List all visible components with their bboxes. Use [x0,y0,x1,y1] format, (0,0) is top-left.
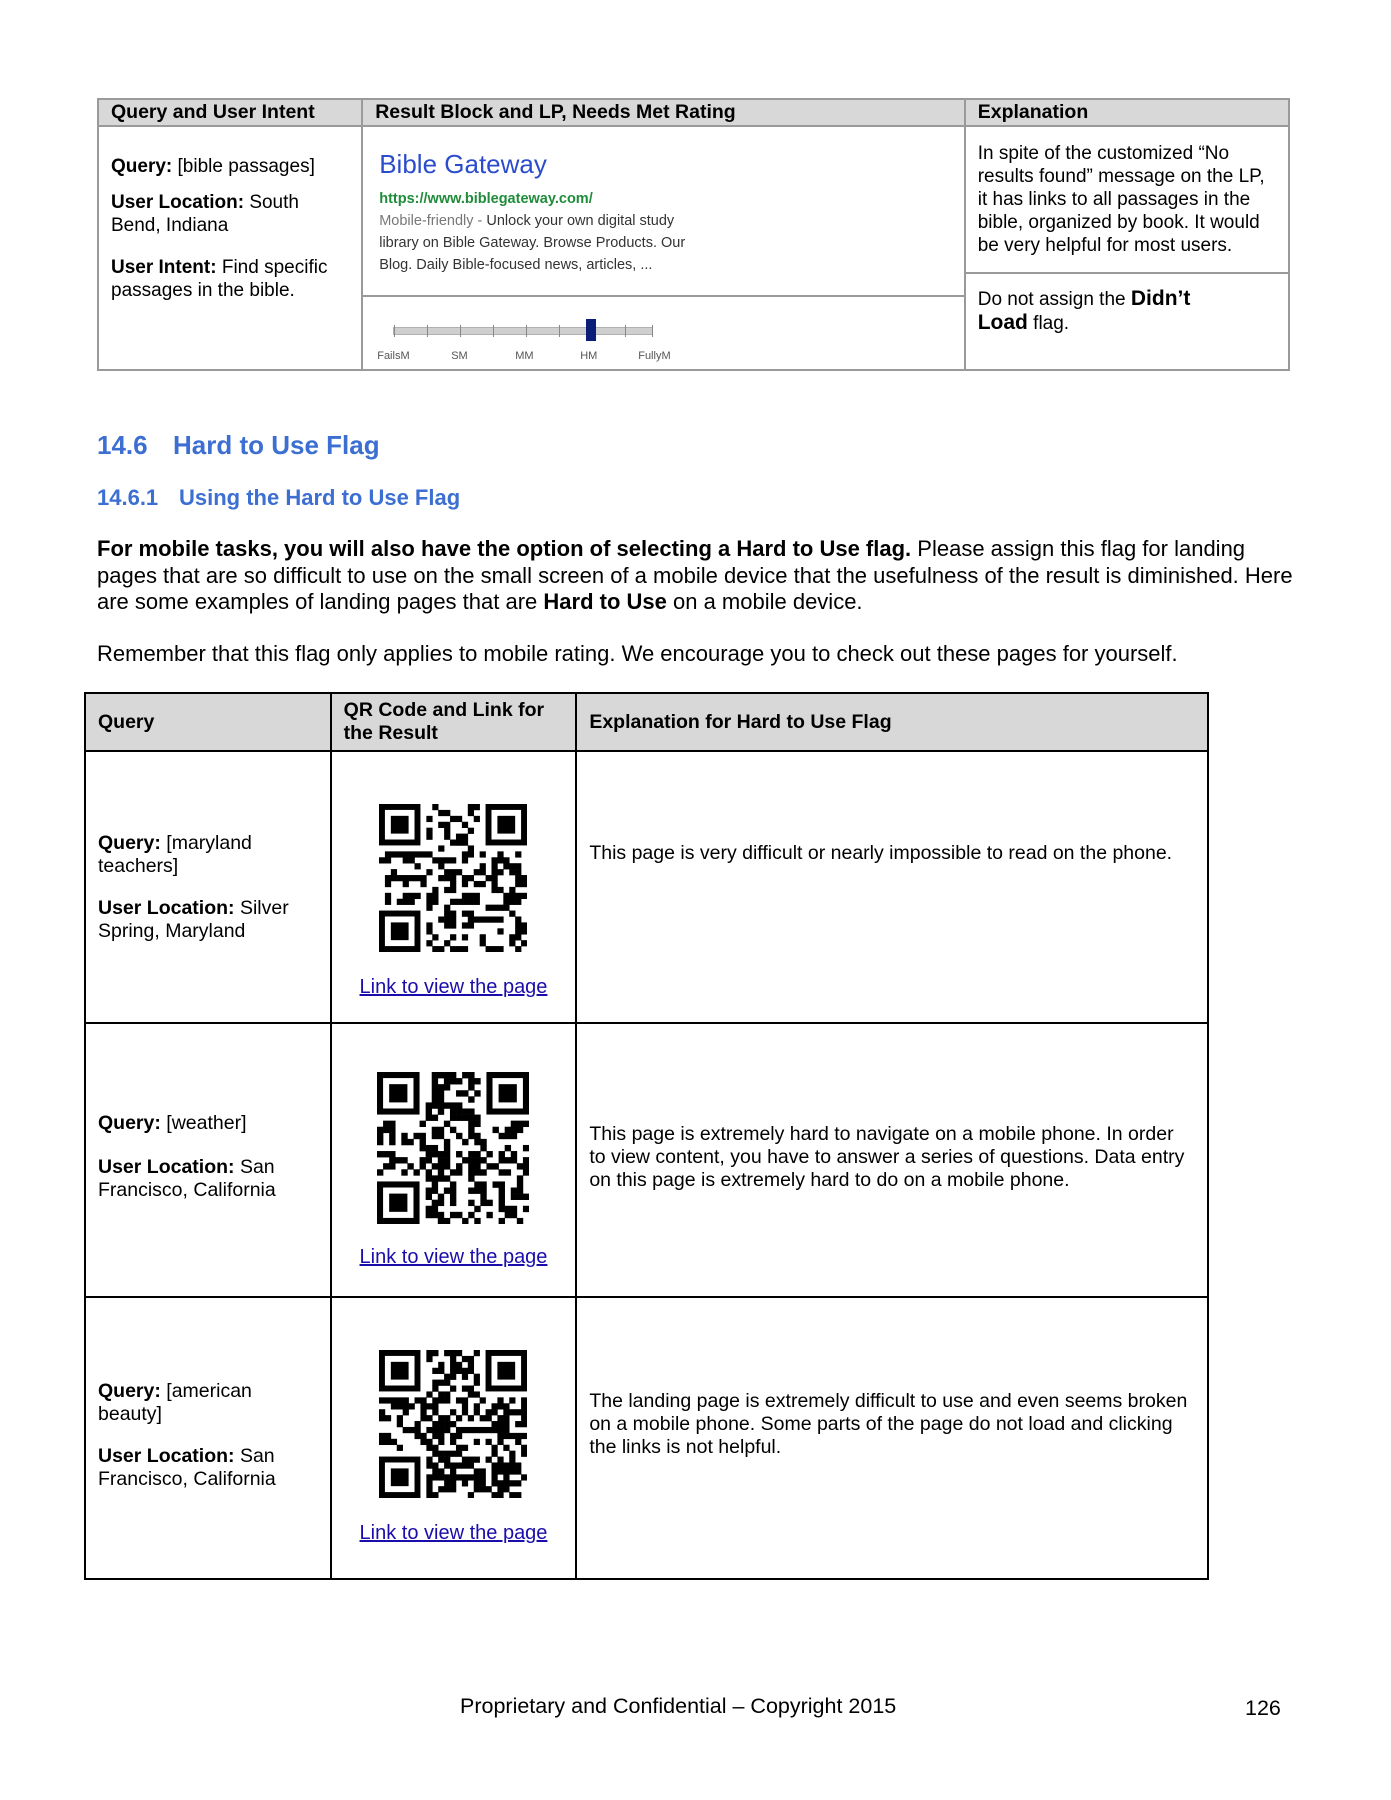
header-explanation: Explanation [965,99,1289,126]
slider-tick [394,325,395,337]
location-value: South Bend, Indiana [111,192,299,236]
query-value: [maryland teachers] [98,832,252,877]
slider-track [393,327,653,335]
slider-tick [625,325,626,337]
intro-paragraph: For mobile tasks, you will also have the option of selecting a Hard to Use flag. Please assign this flag for landing pages that are so difficult to use on the small screen of a mobile device that the usefulness of the result is diminished. Here are some examples of landing pages that are Hard to Use on a mobile device. [97,536,1293,614]
slider-tick [493,325,494,337]
header-query-intent: Query and User Intent [98,99,362,126]
table-row [85,1297,1208,1579]
slider-label-mm: MM [515,350,534,362]
view-page-link[interactable]: Link to view the page [359,1522,548,1544]
result-snippet: Mobile-friendly - Unlock your own digital study library on Bible Gateway. Browse Products. Our Blog. Daily Bible-focused news, articles, ... [379,213,686,273]
query-cell: Query: [maryland teachers] User Location: Silver Spring, Maryland [85,751,331,1023]
explanation-cell [576,1023,1208,1297]
explanation-cell [576,1297,1208,1579]
query-value: [weather] [166,1112,247,1134]
slider-tick [427,325,428,337]
qr-cell [331,1023,577,1297]
qr-code [379,1350,527,1498]
result-block-cell [362,126,965,370]
query-cell: Query: [weather] User Location: San Francisco, California [85,1023,331,1297]
query-value: [american beauty] [98,1380,252,1425]
user-intent-line: User Intent: Find specific passages in the bible. [111,257,328,301]
search-result-block [363,127,964,297]
flag-note: Do not assign the Didn’t Load flag. [977,287,1191,334]
hard-to-use-examples-table [84,692,1209,1580]
header-qr-link: QR Code and Link for the Result [331,693,577,751]
result-url: https://www.biblegateway.com/ [379,191,593,207]
explanation-text: In spite of the customized “No results found” message on the LP, it has links to all passages in the bible, organized by book. It would be very helpful for most users. [977,143,1265,256]
location-value: San Francisco, California [98,1156,276,1201]
table-row [98,126,1289,370]
location-value: Silver Spring, Maryland [98,897,289,942]
header-result-block: Result Block and LP, Needs Met Rating [362,99,965,126]
view-page-link[interactable]: Link to view the page [359,1246,548,1268]
table-header-row [85,693,1208,751]
slider-tick [559,325,560,337]
explanation-text: This page is extremely hard to navigate on a mobile phone. In order to view content, you have to answer a series of questions. Data entry on this page is extremely hard to do on a mobile phone. [589,1123,1185,1191]
intent-value: Find specific passages in the bible. [111,257,328,301]
explanation-text: The landing page is extremely difficult to use and even seems broken on a mobile phone. Some parts of the page do not load and clicking the links is not helpful. [589,1390,1188,1458]
slider-label-sm: SM [451,350,468,362]
query-cell: Query: [american beauty] User Location: San Francisco, California [85,1297,331,1579]
example-rating-table [97,98,1290,371]
slider-label-fullym: FullyM [638,350,671,362]
table-header-row [98,99,1289,126]
query-intent-cell [98,126,362,370]
slider-tick [652,325,653,337]
result-title[interactable]: Bible Gateway [379,149,547,179]
section-heading: 14.6 Hard to Use Flag [97,430,380,460]
qr-code [377,1072,529,1224]
slider-label-hm: HM [580,350,598,362]
footer-copyright: Proprietary and Confidential – Copyright 2015 [460,1694,897,1718]
query-line: Query: [bible passages] [111,156,315,177]
header-query: Query [85,693,331,751]
user-location-line: User Location: South Bend, Indiana [111,192,299,236]
query-value: [bible passages] [177,156,315,177]
qr-cell [331,1297,577,1579]
slider-tick [460,325,461,337]
explanation-cell [576,751,1208,1023]
header-flag-explanation: Explanation for Hard to Use Flag [576,693,1208,751]
qr-cell [331,751,577,1023]
reminder-paragraph: Remember that this flag only applies to mobile rating. We encourage you to check out these pages for yourself. [97,641,1178,666]
subsection-heading: 14.6.1 Using the Hard to Use Flag [97,485,461,510]
explanation-cell [965,126,1289,370]
slider-label-failsm: FailsM [377,350,410,362]
slider-thumb [586,319,596,341]
slider-tick [526,325,527,337]
explanation-text: This page is very difficult or nearly impossible to read on the phone. [589,842,1173,864]
table-row [85,751,1208,1023]
qr-code [379,804,527,952]
divider [966,272,1288,274]
view-page-link[interactable]: Link to view the page [359,976,548,998]
table-row [85,1023,1208,1297]
location-value: San Francisco, California [98,1445,276,1490]
needs-met-slider [363,297,964,369]
page-number: 126 [1245,1696,1281,1720]
